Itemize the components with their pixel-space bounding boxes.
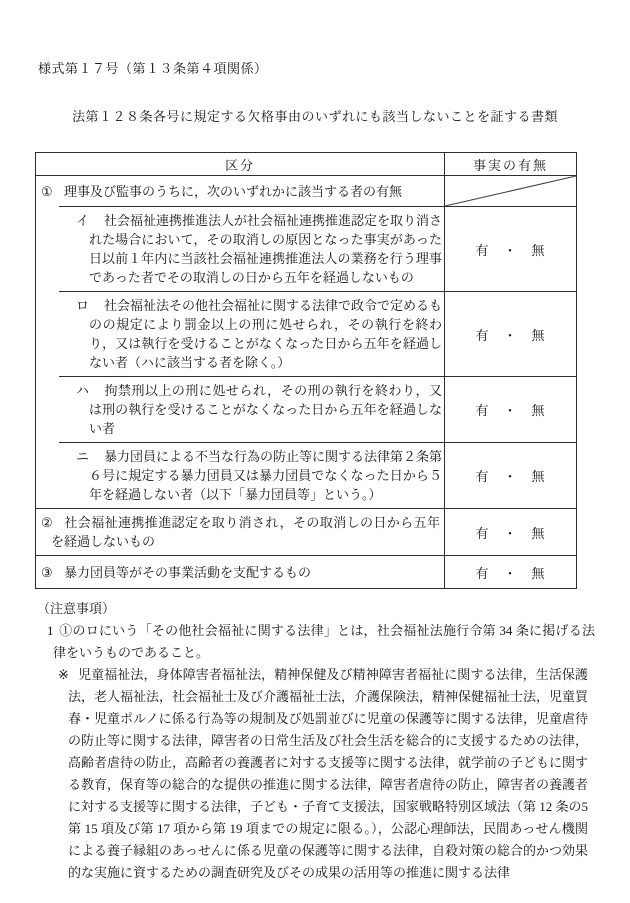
subrow-ro-text: ロ 社会福祉法その他社会福祉に関する法律で政令で定めるものの規定により罰金以上の刑に処せられ，その執行を終わり，又は執行を受けることがなくなった日から五年を経過しない者（ハに該当する者を除く。） — [76, 298, 443, 370]
subrow-ha-number: ハ — [76, 383, 90, 398]
row-1-fact-cell — [444, 176, 576, 206]
subrow-ro-number: ロ — [76, 298, 90, 313]
table-header-category: 区分 — [224, 157, 255, 173]
fact-value: 有 ・ 無 — [475, 469, 546, 484]
note-1-text: ①のロにいう「その他社会福祉に関する法律」とは，社会福祉法施行令第 34 条に掲げる法律をいうものであること。 — [53, 623, 595, 660]
subrow-i-number: イ — [76, 213, 90, 228]
fact-value: 有 ・ 無 — [475, 403, 546, 418]
row-1-text: ① 理事及び監事のうちに，次のいずれかに該当する者の有無 — [41, 183, 403, 199]
row-1-number: ① — [41, 183, 53, 199]
row-2-number: ② — [41, 515, 53, 530]
table-subrow-ro — [59, 292, 576, 377]
subrow-ni-number: ニ — [76, 449, 90, 464]
reference-mark: ※ — [58, 667, 69, 682]
note-reference — [58, 664, 588, 884]
table-subrow-ni — [59, 443, 576, 508]
subrow-i-fact-cell — [444, 207, 576, 291]
document-title: 法第１２８条各号に規定する欠格事由のいずれにも該当しないことを証する書類 — [71, 109, 558, 124]
table-header-fact: 事実の有無 — [444, 153, 576, 175]
table-row-1 — [36, 176, 576, 206]
table-subrow-i — [59, 207, 576, 292]
eligibility-table — [35, 152, 577, 589]
table-subrow-ha — [59, 377, 576, 443]
fact-value: 有 ・ 無 — [475, 565, 546, 581]
subrow-ha-text: ハ 拘禁刑以上の刑に処せられ，その刑の執行を終わり，又は刑の執行を受けることがなくなった日から五年を経過しない者 — [76, 383, 442, 436]
row-2-text: ② 社会福祉連携推進認定を取り消され，その取消しの日から五年を経過しないもの — [41, 515, 440, 549]
table-header-row — [36, 153, 576, 176]
subrow-ni-text: ニ 暴力団員による不当な行為の防止等に関する法律第２条第６号に規定する暴力団員又は暴力団員でなくなった日から５年を経過しない者（以下「暴力団員等」という。） — [76, 449, 443, 502]
table-row-3 — [36, 555, 576, 588]
row-3-text: ③ 暴力団員等がその事業活動を支配するもの — [41, 564, 312, 580]
row-2-fact-cell — [444, 509, 576, 555]
diagonal-line — [445, 176, 576, 206]
fact-value: 有 ・ 無 — [475, 525, 546, 541]
fact-value: 有 ・ 無 — [475, 327, 546, 343]
subrow-i-text: イ 社会福祉連携推進法人が社会福祉連携推進認定を取り消された場合において，その取消しの原因となった事実があった日以前１年内に当該社会福祉連携推進法人の業務を行う理事であった者でその取消しの日から五年を経過しないもの — [76, 213, 443, 285]
notes-section — [35, 598, 595, 884]
note-1-number: 1 — [47, 623, 54, 638]
subrow-ni-fact-cell — [444, 443, 576, 508]
note-item-1 — [47, 620, 595, 664]
row-3-number: ③ — [41, 564, 53, 580]
fact-value: 有 ・ 無 — [475, 242, 546, 258]
table-row-2 — [36, 508, 576, 555]
notes-heading: （注意事項） — [37, 601, 116, 616]
subrow-ha-fact-cell — [444, 377, 576, 442]
subrow-group — [59, 206, 576, 508]
subrow-ro-fact-cell — [444, 292, 576, 376]
row-3-fact-cell — [444, 556, 576, 588]
form-number: 様式第１７号（第１３条第４項関係） — [38, 61, 268, 76]
reference-text: 児童福祉法，身体障害者福祉法，精神保健及び精神障害者福祉に関する法律，生活保護法，老人福祉法，社会福祉士及び介護福祉士法，介護保険法，精神保健福祉士法，児童買春・児童ポルノに係る行為等の規制及び処罰並びに児童の保護等に関する法律，児童虐待の防止等に関する法律，障害者の日常生活及び社会生活を総合的に支援するための法律，高齢者虐待の防止，高齢者の養護者に対する支援等に関する法律，就学前の子どもに関する教育，保育等の総合的な提供の推進に関する法律，障害者虐待の防止，障害者の養護者に対する支援等に関する法律，子ども・子育て支援法，国家戦略特別区域法（第 12 条の5第 15 項及び第 17 項から第 19 項までの規定に限る。），公認心理師法，民間あっせん機関による養子縁組のあっせんに係る児童の保護等に関する法律，自殺対策の総合的かつ効果的な実施に資するための調査研究及びその成果の活用等の推進に関する法律 — [68, 667, 589, 880]
